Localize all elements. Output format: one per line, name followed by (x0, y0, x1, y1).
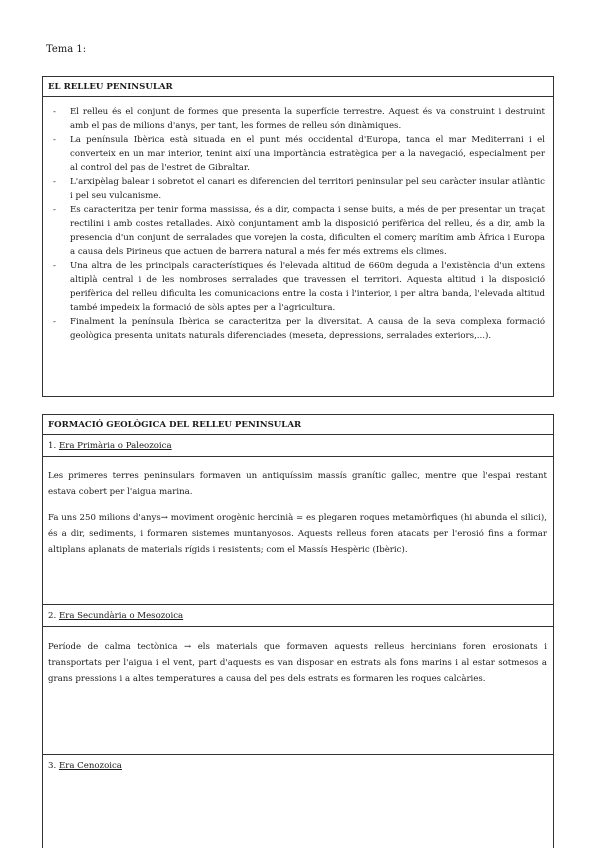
paragraph: Les primeres terres peninsulars formaven un antiquíssim massís granític gallec, mentre que l'espai restant estava cobert per l'aigua marina. (48, 471, 547, 497)
paragraph: Fa uns 250 milions d'anys→ moviment orogènic hercinià = es plegaren roques metamòrfiques (hi abunda el silici), és a dir, sediments, i formaren sistemes muntanyosos. Aquests relleus foren atacats per l'erosió fins a formar altiplans aplanats de materials rígids i resistents; com el Massís Hespèric (Ibèric). (48, 513, 547, 555)
section-title (43, 755, 553, 777)
list-item: - Finalment la península Ibèrica se caracteritza per la diversitat. A causa de la seva complexa formació geològica presenta unitats naturals diferenciades (meseta, depressions, serralades exteriors,...). (70, 315, 545, 343)
list-item: - Una altra de les principals característiques és l'elevada altitud de 660m deguda a l'existència d'un extens altiplà central i de les nombroses serralades que travessen el territori. Aquesta altitud i la disposició perifèrica del relleu dificulta les comunicacions entre la costa i l'interior, i per altra banda, l'elevada altitud també impedeix la formació de sòls aptes per a l'agricultura. (70, 259, 545, 315)
list-item: - L'arxipèlag balear i sobretot el canari es diferencien del territori peninsular pel seu caràcter insular atlàntic i pel seu vulcanisme. (70, 175, 545, 203)
list-item: - La península Ibèrica està situada en el punt més occidental d'Europa, tanca el mar Mediterrani i el converteix en un mar interior, tenint així una importància estratègica per a la navegació, especialment per al control del pas de l'estret de Gibraltar. (70, 133, 545, 175)
section-era-secundaria (43, 605, 553, 755)
relleu-bullet-list (43, 105, 553, 343)
section-name: Era Secundària o Mesozoica (58, 611, 184, 621)
section-title (43, 605, 553, 627)
section-title (43, 435, 553, 457)
formacio-geologica-box (42, 414, 554, 848)
formacio-heading: FORMACIÓ GEOLÒGICA DEL RELLEU PENINSULAR (43, 415, 553, 435)
section-number: 2. (48, 611, 57, 621)
section-name: Era Cenozoica (58, 761, 122, 771)
relleu-heading: EL RELLEU PENINSULAR (43, 77, 553, 97)
section-era-cenozoica (43, 755, 553, 777)
paragraph: Període de calma tectònica → els materials que formaven aquests relleus hercinians foren erosionats i transportats per l'aigua i el vent, part d'aquests es van disposar en estrats als fons marins i al estar sotmesos a grans pressions i a altes temperatures a causa del pes dels estrats es formaren les roques calcàries. (48, 642, 547, 684)
list-item: - El relleu és el conjunt de formes que presenta la superfície terrestre. Aquest és va construint i destruint amb el pas de milions d'anys, per tant, les formes de relleu són dinàmiques. (70, 105, 545, 133)
section-era-primaria (43, 435, 553, 605)
section-name: Era Primària o Paleozoica (58, 441, 172, 451)
relleu-peninsular-box (42, 76, 554, 397)
topic-label: Tema 1: (46, 44, 87, 55)
section-number: 3. (48, 761, 57, 771)
list-item: - Es caracteritza per tenir forma massissa, és a dir, compacta i sense buits, a més de per presentar un traçat rectilini i amb costes retallades. Això conjuntament amb la disposició perifèrica del relleu, és a dir, amb la presencia d'un conjunt de serralades que vorejen la costa, dificulten el comerç marítim amb Àfrica i Europa a causa dels Pirineus que actuen de barrera natural a més fer més extrems els climes. (70, 203, 545, 259)
section-number: 1. (48, 441, 57, 451)
